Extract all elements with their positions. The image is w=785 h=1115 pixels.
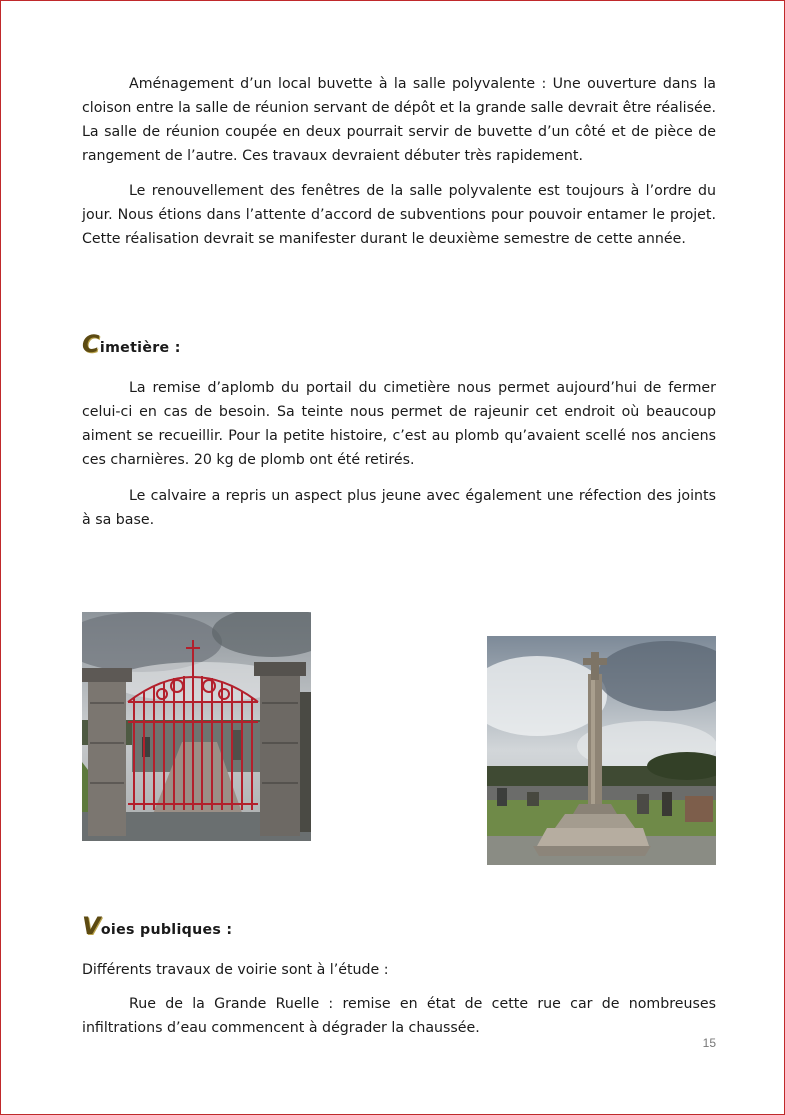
paragraph-portail: La remise d’aplomb du portail du cimetière nous permet aujourd’hui de fermer celui-ci en cas de besoin. Sa teinte nous permet de rajeunir cet endroit où beaucoup aiment se recueillir. Pour la petite histoire, c’est au plomb qu’avaient scellé nos anciens ces charnières. 20 kg de plomb ont été retirés. <box>82 380 716 468</box>
heading-text: imetière : <box>99 340 181 356</box>
paragraph-buvette: Aménagement d’un local buvette à la salle polyvalente : Une ouverture dans la cloison entre la salle de réunion servant de dépôt et la grande salle devrait être réalisée. La salle de réunion coupée en deux pourrait servir de buvette d’un côté et de pièce de rangement de l’autre. Ces travaux devraient débuter très rapidement. <box>82 76 716 164</box>
paragraph-calvaire: Le calvaire a repris un aspect plus jeune avec également une réfection des joints à sa base. <box>82 488 716 528</box>
paragraph-voirie-intro: Différents travaux de voirie sont à l’étude : <box>82 962 389 978</box>
heading-initial: C <box>82 330 100 358</box>
paragraph-fenetres: Le renouvellement des fenêtres de la salle polyvalente est toujours à l’ordre du jour. Nous étions dans l’attente d’accord de subventions pour pouvoir entamer le projet. Cette réalisation devrait se manifester durant le deuxième semestre de cette année. <box>82 183 716 247</box>
heading-voies-publiques <box>82 912 232 940</box>
heading-initial: V <box>82 912 101 940</box>
heading-text: oies publiques : <box>100 922 233 938</box>
heading-cimetiere <box>82 330 181 358</box>
photo-calvaire <box>487 636 716 865</box>
page-number: 15 <box>702 1036 716 1050</box>
paragraph-grande-ruelle: Rue de la Grande Ruelle : remise en état de cette rue car de nombreuses infiltrations d’eau commencent à dégrader la chaussée. <box>82 996 716 1036</box>
photo-cemetery-gate <box>82 612 311 841</box>
